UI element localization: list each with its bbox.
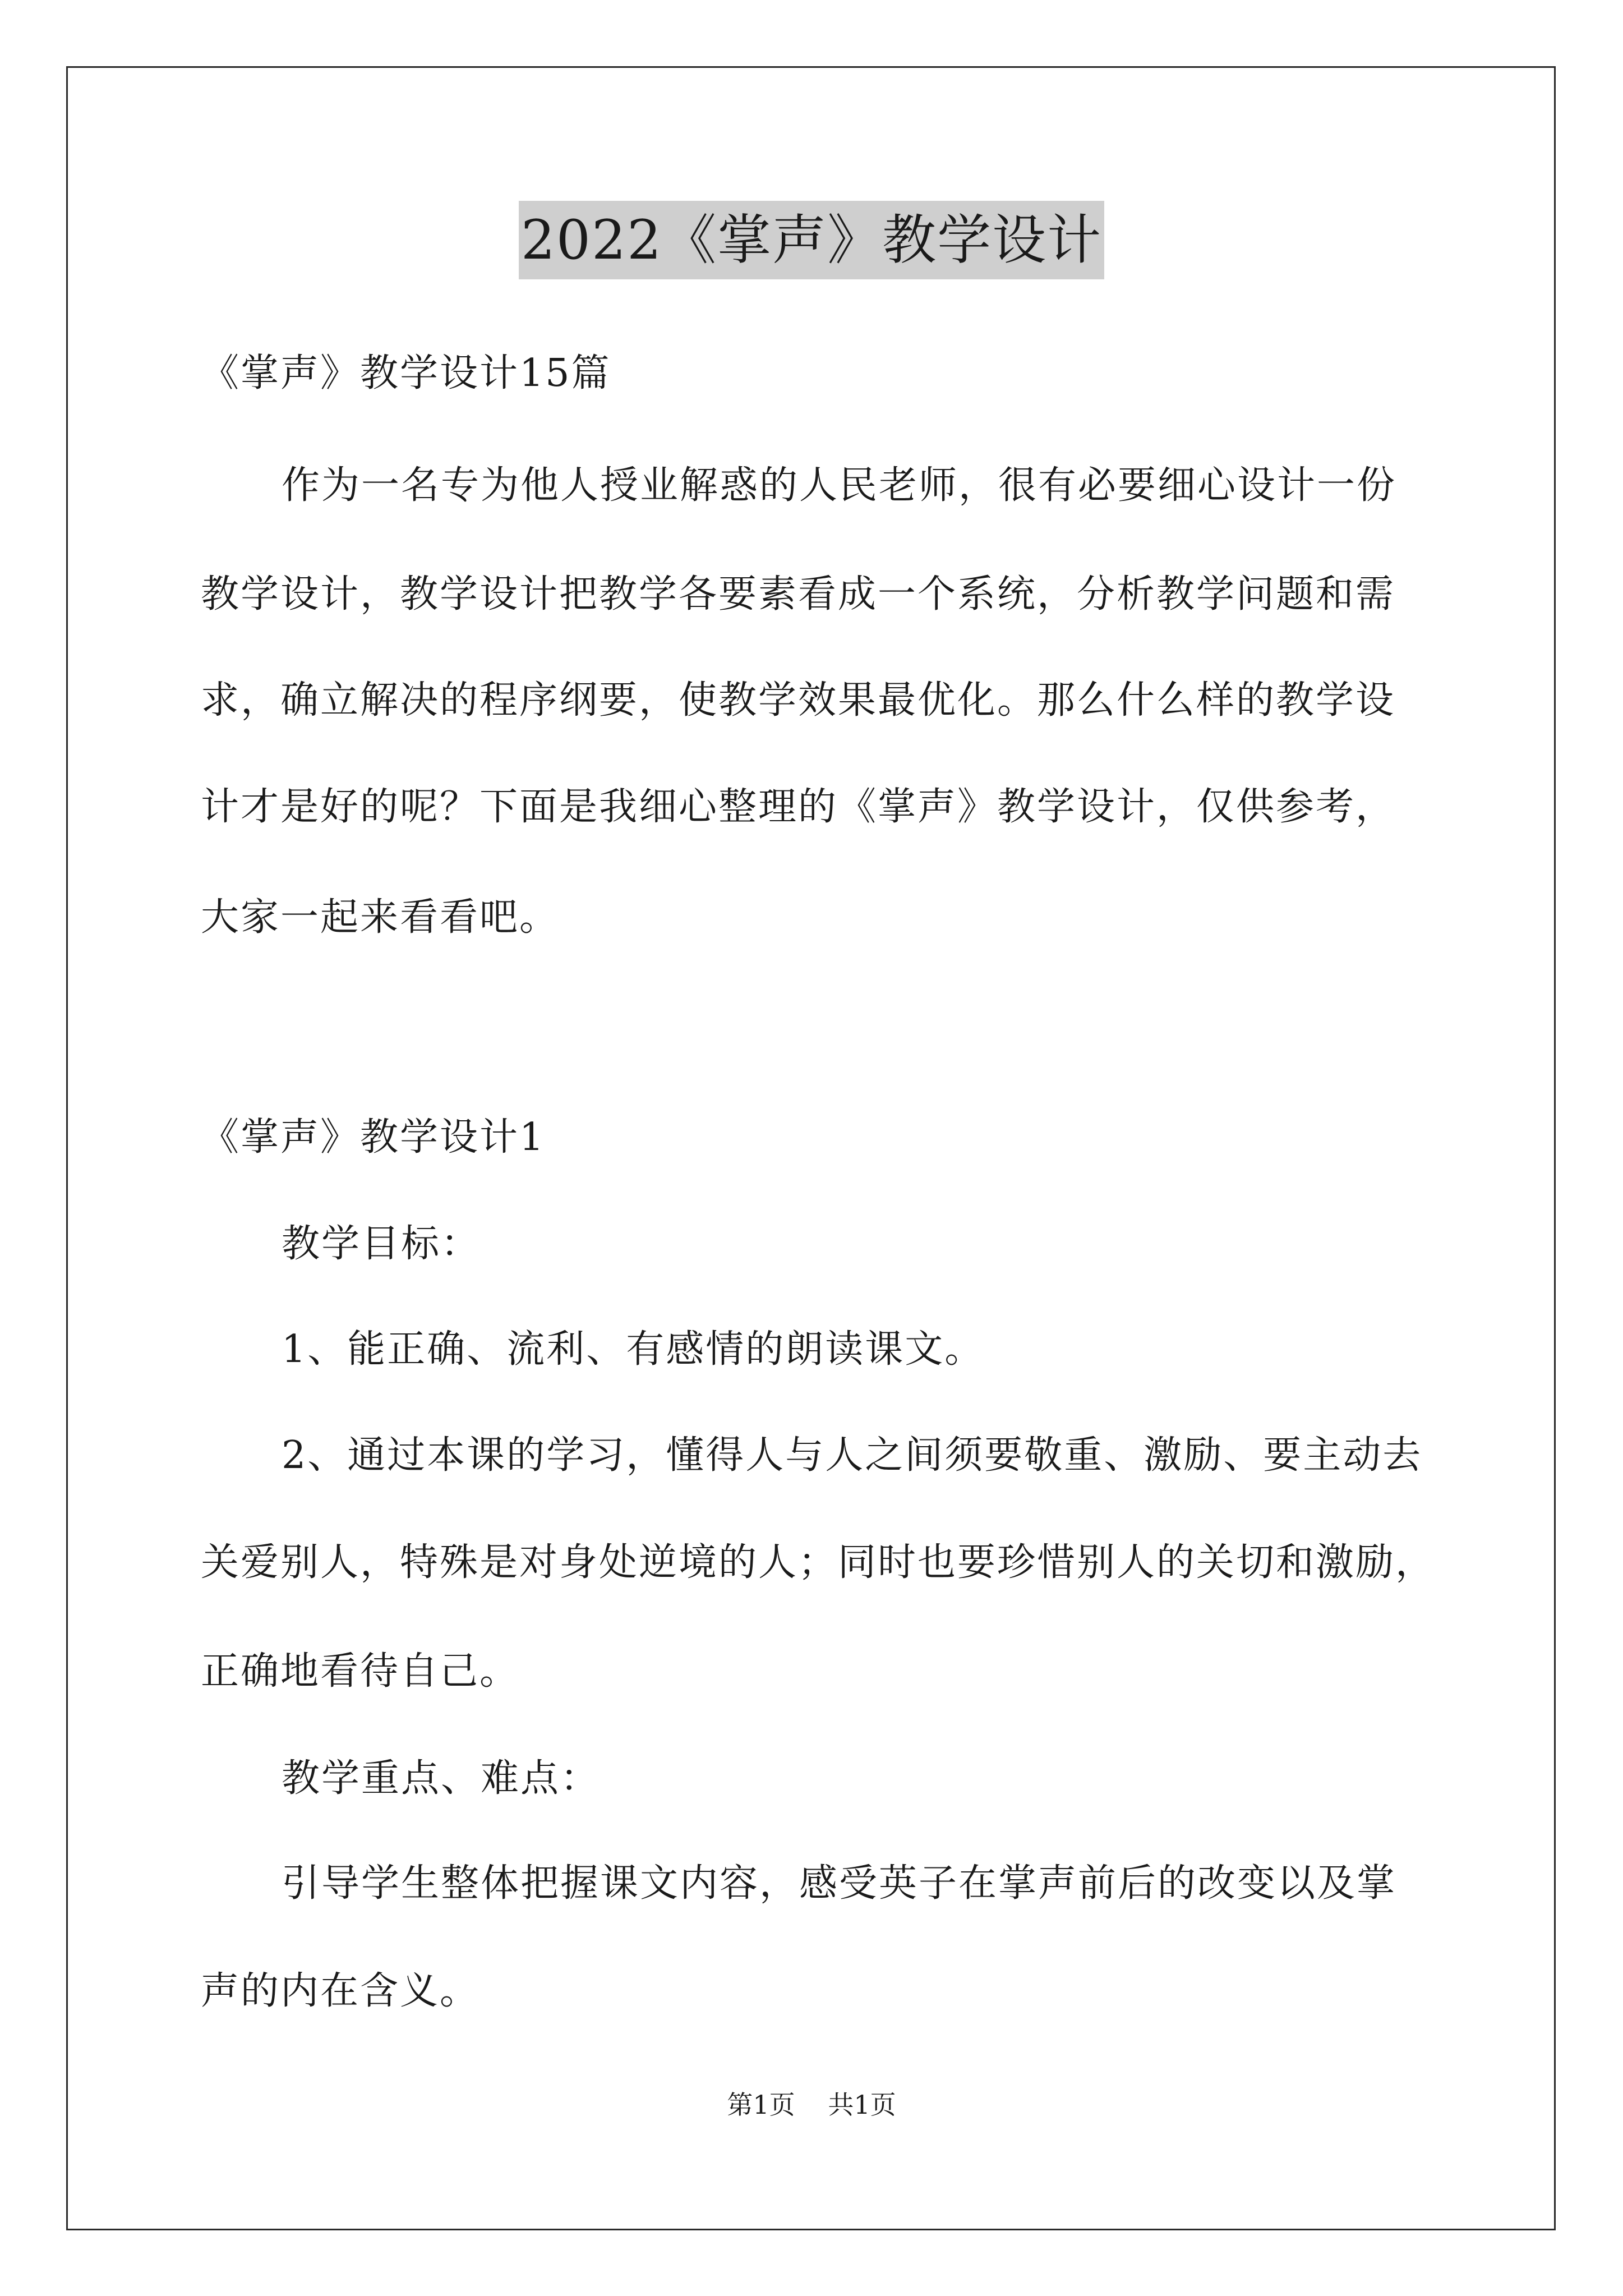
intro-line-1: 作为一名专为他人授业解惑的人民老师，很有必要细心设计一份 (282, 463, 1397, 508)
title-container (0, 201, 1623, 279)
goal-1: 1、能正确、流利、有感情的朗读课文。 (282, 1327, 985, 1372)
document-subtitle: 《掌声》教学设计15篇 (201, 351, 611, 395)
intro-line-4: 计才是好的呢？下面是我细心整理的《掌声》教学设计，仅供参考， (201, 785, 1396, 829)
intro-line-5: 大家一起来看看吧。 (201, 895, 560, 940)
goal-2-line-1: 2、通过本课的学习，懂得人与人之间须要敬重、激励、要主动去 (282, 1433, 1423, 1478)
document-title: 2022《掌声》教学设计 (519, 201, 1104, 279)
page-footer (0, 2088, 1623, 2122)
goal-2-line-3: 正确地看待自己。 (201, 1649, 520, 1694)
page-total-label: 共1页 (828, 2090, 896, 2120)
key-points-line-2: 声的内在含义。 (201, 1969, 480, 2013)
goal-2-line-2: 关爱别人，特殊是对身处逆境的人；同时也要珍惜别人的关切和激励， (201, 1540, 1436, 1585)
key-points-line-1: 引导学生整体把握课文内容，感受英子在掌声前后的改变以及掌 (282, 1861, 1397, 1906)
goals-label: 教学目标： (282, 1222, 481, 1266)
section-heading: 《掌声》教学设计1 (201, 1115, 546, 1159)
intro-line-2: 教学设计，教学设计把教学各要素看成一个系统，分析教学问题和需 (201, 572, 1396, 616)
intro-line-3: 求，确立解决的程序纲要，使教学效果最优化。那么什么样的教学设 (201, 678, 1396, 723)
page-current-label: 第1页 (727, 2090, 795, 2120)
key-points-label: 教学重点、难点： (282, 1756, 601, 1801)
